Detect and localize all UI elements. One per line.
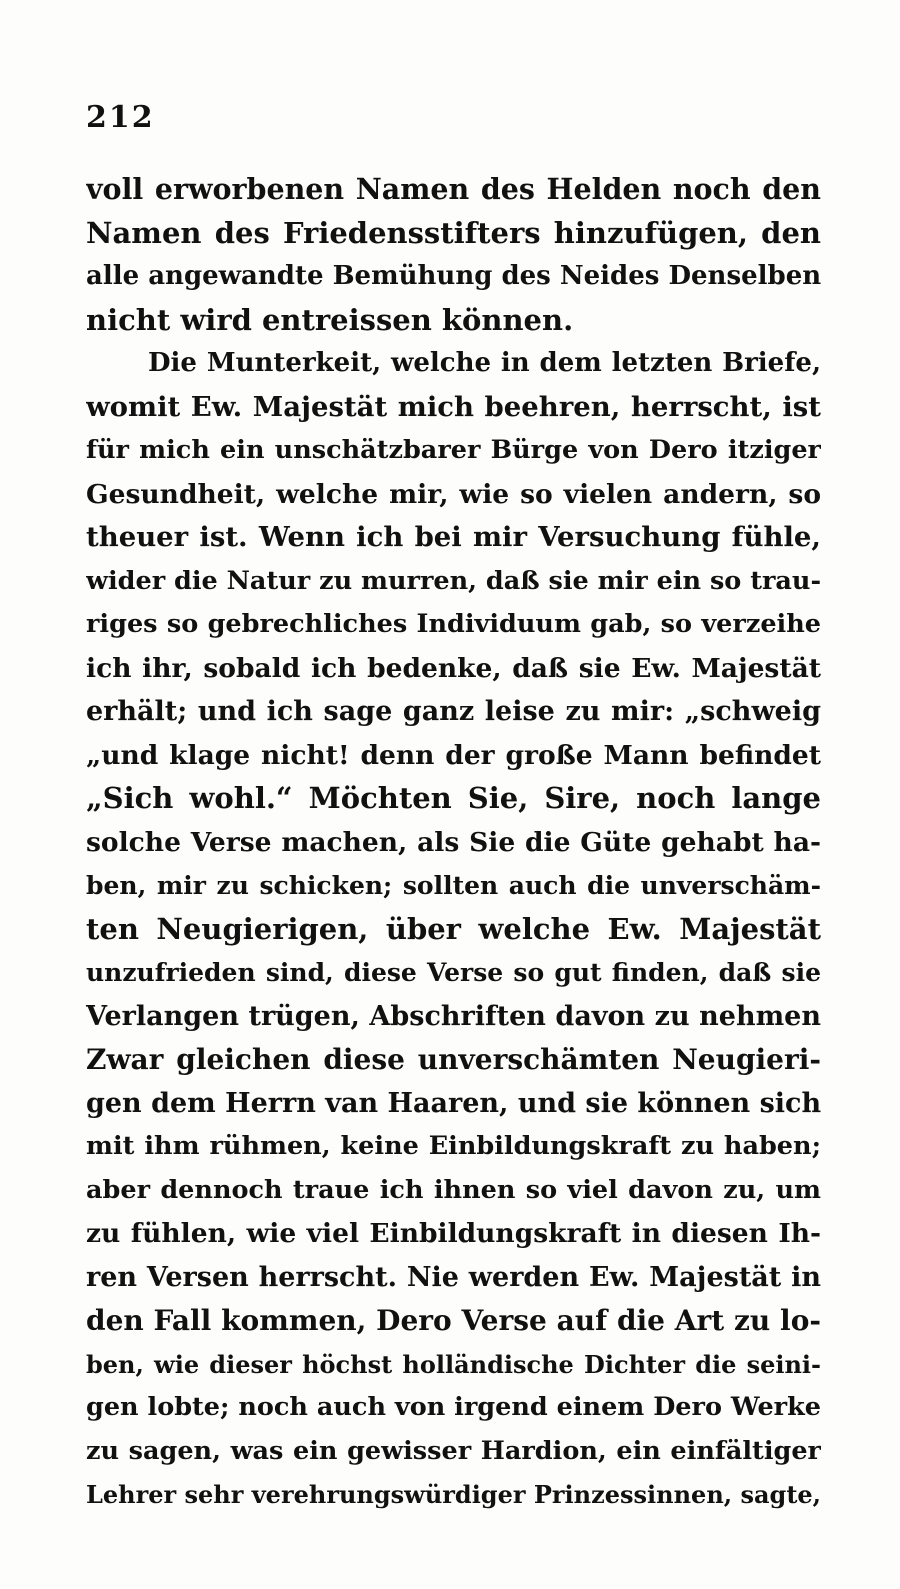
text-line: ben, wie dieser höchst holländische Dichter die seini- bbox=[86, 1349, 821, 1379]
body-text bbox=[86, 168, 821, 1517]
text-line: nicht wird entreissen können. bbox=[86, 302, 574, 337]
text-line: unzufrieden sind, diese Verse so gut finden, daß sie bbox=[86, 958, 821, 987]
text-line: voll erworbenen Namen des Helden noch den bbox=[86, 172, 821, 206]
text-line: den Fall kommen, Dero Verse auf die Art zu lo- bbox=[86, 1304, 821, 1337]
text-line: „und klage nicht! denn der große Mann befindet bbox=[86, 739, 821, 771]
text-line: Die Munterkeit, welche in dem letzten Briefe, bbox=[148, 348, 821, 378]
text-line: erhält; und ich sage ganz leise zu mir: „schweig bbox=[86, 696, 821, 727]
text-line: gen lobte; noch auch von irgend einem Dero Werke bbox=[86, 1392, 821, 1422]
text-line: Verlangen trügen, Abschriften davon zu nehmen bbox=[86, 1000, 821, 1032]
text-line: theuer ist. Wenn ich bei mir Versuchung fühle, bbox=[86, 521, 821, 553]
text-line: aber dennoch traue ich ihnen so viel davon zu, um bbox=[86, 1174, 821, 1205]
text-line: ich ihr, sobald ich bedenke, daß sie Ew. Majestät bbox=[86, 652, 821, 684]
text-line: wider die Natur zu murren, daß sie mir ein so trau- bbox=[86, 565, 821, 596]
text-line: Gesundheit, welche mir, wie so vielen andern, so bbox=[86, 478, 821, 510]
text-line: für mich ein unschätzbarer Bürge von Dero itziger bbox=[86, 435, 821, 465]
text-line: gen dem Herrn van Haaren, und sie können sich bbox=[86, 1087, 821, 1119]
text-line: ren Versen herrscht. Nie werden Ew. Majestät in bbox=[86, 1261, 821, 1293]
text-line: womit Ew. Majestät mich beehren, herrscht, ist bbox=[86, 390, 821, 423]
text-line: solche Verse machen, als Sie die Güte gehabt ha- bbox=[86, 826, 821, 858]
text-line: zu fühlen, wie viel Einbildungskraft in diesen Ih- bbox=[86, 1218, 821, 1249]
text-line: zu sagen, was ein gewisser Hardion, ein einfältiger bbox=[86, 1435, 821, 1466]
text-line: alle angewandte Bemühung des Neides Denselben bbox=[86, 261, 821, 291]
text-line: Lehrer sehr verehrungswürdiger Prinzessinnen, sagte, bbox=[86, 1480, 821, 1509]
text-line: ten Neugierigen, über welche Ew. Majestät bbox=[86, 911, 821, 946]
text-line: ben, mir zu schicken; sollten auch die unverschäm- bbox=[86, 871, 821, 900]
text-line: Namen des Friedensstifters hinzufügen, den bbox=[86, 215, 821, 250]
text-line: Zwar gleichen diese unverschämten Neugieri- bbox=[86, 1043, 821, 1076]
text-line: mit ihm rühmen, keine Einbildungskraft zu haben; bbox=[86, 1131, 821, 1161]
text-line: „Sich wohl.“ Möchten Sie, Sire, noch lange bbox=[86, 781, 821, 815]
text-line: riges so gebrechliches Individuum gab, so verzeihe bbox=[86, 609, 821, 639]
page-number: 212 bbox=[86, 100, 155, 135]
